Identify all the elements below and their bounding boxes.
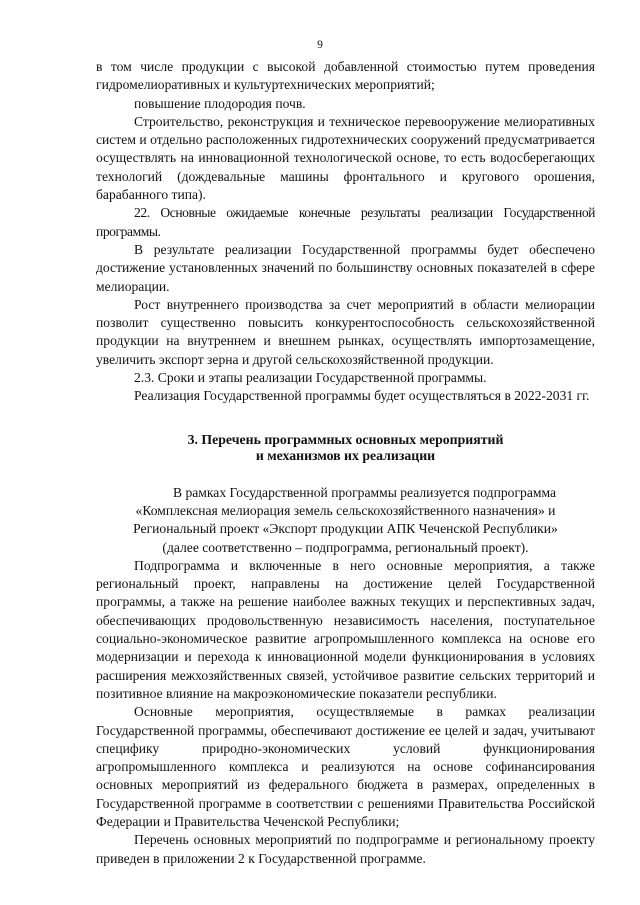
section-3-intro-line-2: «Комплексная мелиорация земель сельскохозяйственного назначения» и [135,502,556,518]
page-number: 9 [317,39,323,51]
section-3-heading [96,432,595,464]
paragraph-continuation: в том числе продукции с высокой добавленной стоимостью путем проведения гидромелиоративных и культуртехнических мероприятий; [96,59,595,93]
paragraph-main-activities: Основные мероприятия, осуществляемые в рамках реализации Государственной программы, обеспечивают достижение ее целей и задач, учитывают специфику природно-экономических условий функционирования агропромышленного комплекса и реализуются на основе софинансирования основных мероприятий из федерального бюджета в размерах, определенных в Государственной программе в соответствии с решениями Правительства Российской Федерации и Правительства Чеченской Республики; [96,704,595,829]
paragraph-growth: Рост внутреннего производства за счет мероприятий в области мелиорации позволит существенно повысить конкурентоспособность сельскохозяйственной продукции на внутреннем и внешнем рынках, осуществлять импортозамещение, увеличить экспорт зерна и другой сельскохозяйственной продукции. [96,296,595,367]
paragraph-terms-heading: 2.3. Сроки и этапы реализации Государственной программы. [134,370,487,386]
section-3-intro [96,484,595,557]
paragraph-subprogram: Подпрограмма и включенные в него основные мероприятия, а также региональный проект, направлены на достижение целей Государственной программы, а также на решение наиболее важных текущих и перспективных задач, обеспечивающих продовольственную независимость населения, поступательное социально-экономическое развитие агропромышленного комплекса на основе его модернизации и перехода к инновационной модели функционирования в условиях расширения межхозяйственных связей, устойчивое развитие сельских территорий и позитивное влияние на макроэкономические показатели республики. [96,557,595,701]
section-3-intro-line-4: (далее соответственно – подпрограмма, региональный проект). [162,539,529,555]
paragraph-list-reference: Перечень основных мероприятий по подпрограмме и региональному проекту приведен в приложении 2 к Государственной программе. [96,832,595,866]
section-3-intro-line-1: В рамках Государственной программы реализуется подпрограмма [173,484,556,500]
section-3-heading-line-1: 3. Перечень программных основных мероприятий [187,431,504,447]
document-body [96,58,595,868]
paragraph-results: В результате реализации Государственной программы будет обеспечено достижение установленных значений по большинству основных показателей в сфере мелиорации. [96,241,595,294]
section-3-intro-line-3: Региональный проект «Экспорт продукции АПК Чеченской Республики» [133,521,558,537]
paragraph-terms: Реализация Государственной программы будет осуществляться в 2022-2031 гг. [134,388,590,404]
section-3-heading-line-2: и механизмов их реализации [255,447,436,463]
paragraph-expected-results-heading: 22. Основные ожидаемые конечные результаты реализации Государственной программы. [96,205,595,239]
paragraph-construction: Строительство, реконструкция и техническое перевооружение мелиоративных систем и отдельно расположенных гидротехнических сооружений предусматривается осуществлять на инновационной технологической основе, то есть водосберегающих технологий (дождевальные машины фронтального и кругового орошения, барабанного типа). [96,113,595,203]
paragraph-soil-fertility: повышение плодородия почв. [134,95,306,111]
